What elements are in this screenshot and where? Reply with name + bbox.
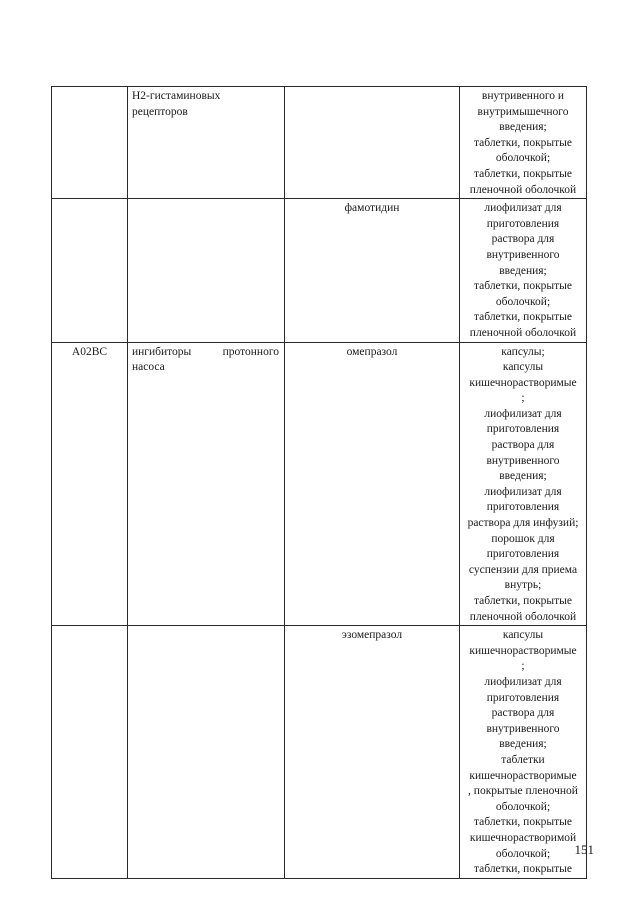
dosage-form-line: лиофилизат для — [484, 485, 562, 498]
dosage-form-line: внутривенного и — [481, 90, 565, 102]
dosage-forms-cell — [460, 199, 587, 342]
atc-code-cell: A02BC — [52, 342, 128, 626]
table-row — [52, 626, 587, 879]
dosage-form-line: раствора для — [491, 233, 555, 246]
dosage-form-line: приготовления — [486, 691, 560, 704]
dosage-form-line: капсулы; — [501, 345, 545, 358]
dosage-form-line: кишечнорастворимые — [469, 769, 577, 782]
dosage-form-line: внутривенного — [486, 248, 560, 261]
dosage-form-line: ; — [521, 392, 525, 405]
dosage-form-line: раствора для — [491, 707, 555, 720]
group-line: рецепторов — [132, 105, 188, 118]
dosage-form-line: , покрытые пленочной — [468, 785, 578, 798]
dosage-form-line: кишечнорастворимой — [469, 831, 577, 844]
dosage-form-line: оболочкой; — [495, 295, 551, 308]
atc-code-cell — [52, 626, 128, 879]
dosage-form-line: внутрь; — [504, 579, 542, 592]
dosage-form-line: приготовления — [486, 548, 560, 561]
drug-name-cell: эзомепразол — [285, 626, 460, 879]
dosage-form-line: ; — [521, 660, 525, 673]
drug-name-cell: фамотидин — [285, 199, 460, 342]
dosage-form-line: лиофилизат для — [484, 202, 562, 215]
dosage-form-line: внутривенного — [486, 454, 560, 467]
dosage-form-line: кишечнорастворимые — [469, 376, 577, 389]
dosage-form-line: введения; — [499, 738, 547, 751]
dosage-form-line: оболочкой; — [495, 800, 551, 813]
drug-name-cell — [285, 87, 460, 199]
dosage-form-line: таблетки, покрытые — [473, 167, 573, 180]
drug-name-cell: омепразол — [285, 342, 460, 626]
dosage-form-line: внутримышечного — [477, 105, 569, 118]
dosage-form-line: кишечнорастворимые — [469, 644, 577, 657]
pharmacological-group-cell — [128, 87, 285, 199]
dosage-form-line: введения; — [499, 121, 547, 134]
table-row — [52, 87, 587, 199]
group-line: насоса — [132, 361, 165, 374]
dosage-form-line: таблетки, покрытые — [473, 136, 573, 149]
dosage-forms-cell — [460, 626, 587, 879]
dosage-form-line: пленочной оболочкой — [469, 326, 577, 339]
dosage-form-line: введения; — [499, 264, 547, 277]
dosage-form-line: капсулы — [502, 629, 544, 642]
dosage-form-line: таблетки, покрытые — [473, 595, 573, 607]
dosage-form-line: лиофилизат для — [484, 407, 562, 420]
dosage-form-line: приготовления — [486, 501, 560, 514]
dosage-form-line: таблетки, покрытые — [473, 311, 573, 324]
atc-code-cell — [52, 199, 128, 342]
group-line: ингибиторы протонного — [132, 345, 279, 358]
dosage-form-line: приготовления — [486, 423, 560, 436]
table-row — [52, 199, 587, 342]
pharmacological-group-cell — [128, 199, 285, 342]
dosage-form-line: раствора для — [491, 439, 555, 452]
dosage-form-line: порошок для — [491, 532, 555, 545]
pharmacological-group-cell — [128, 342, 285, 626]
dosage-form-line: капсулы — [502, 361, 544, 374]
dosage-form-line: таблетки, покрытые — [473, 863, 573, 876]
dosage-form-line: пленочной оболочкой — [469, 183, 577, 196]
dosage-form-line: суспензии для приема — [468, 563, 578, 576]
table-row — [52, 342, 587, 626]
dosage-form-line: пленочной оболочкой — [469, 610, 577, 623]
dosage-form-line: таблетки — [501, 753, 545, 766]
dosage-form-line: оболочкой; — [495, 847, 551, 860]
dosage-form-line: введения; — [499, 470, 547, 483]
dosage-forms-cell — [460, 342, 587, 626]
dosage-form-line: лиофилизат для — [484, 675, 562, 688]
medication-table — [51, 86, 587, 879]
dosage-form-line: оболочкой; — [495, 152, 551, 165]
dosage-forms-cell — [460, 87, 587, 199]
atc-code-cell — [52, 87, 128, 199]
dosage-form-line: таблетки, покрытые — [473, 280, 573, 293]
dosage-form-line: раствора для инфузий; — [467, 517, 579, 530]
page-number: 151 — [574, 842, 594, 857]
dosage-form-line: внутривенного — [486, 722, 560, 735]
dosage-form-line: таблетки, покрытые — [473, 816, 573, 829]
pharmacological-group-cell — [128, 626, 285, 879]
group-line: H2-гистаминовых — [132, 90, 221, 102]
dosage-form-line: приготовления — [486, 217, 560, 230]
